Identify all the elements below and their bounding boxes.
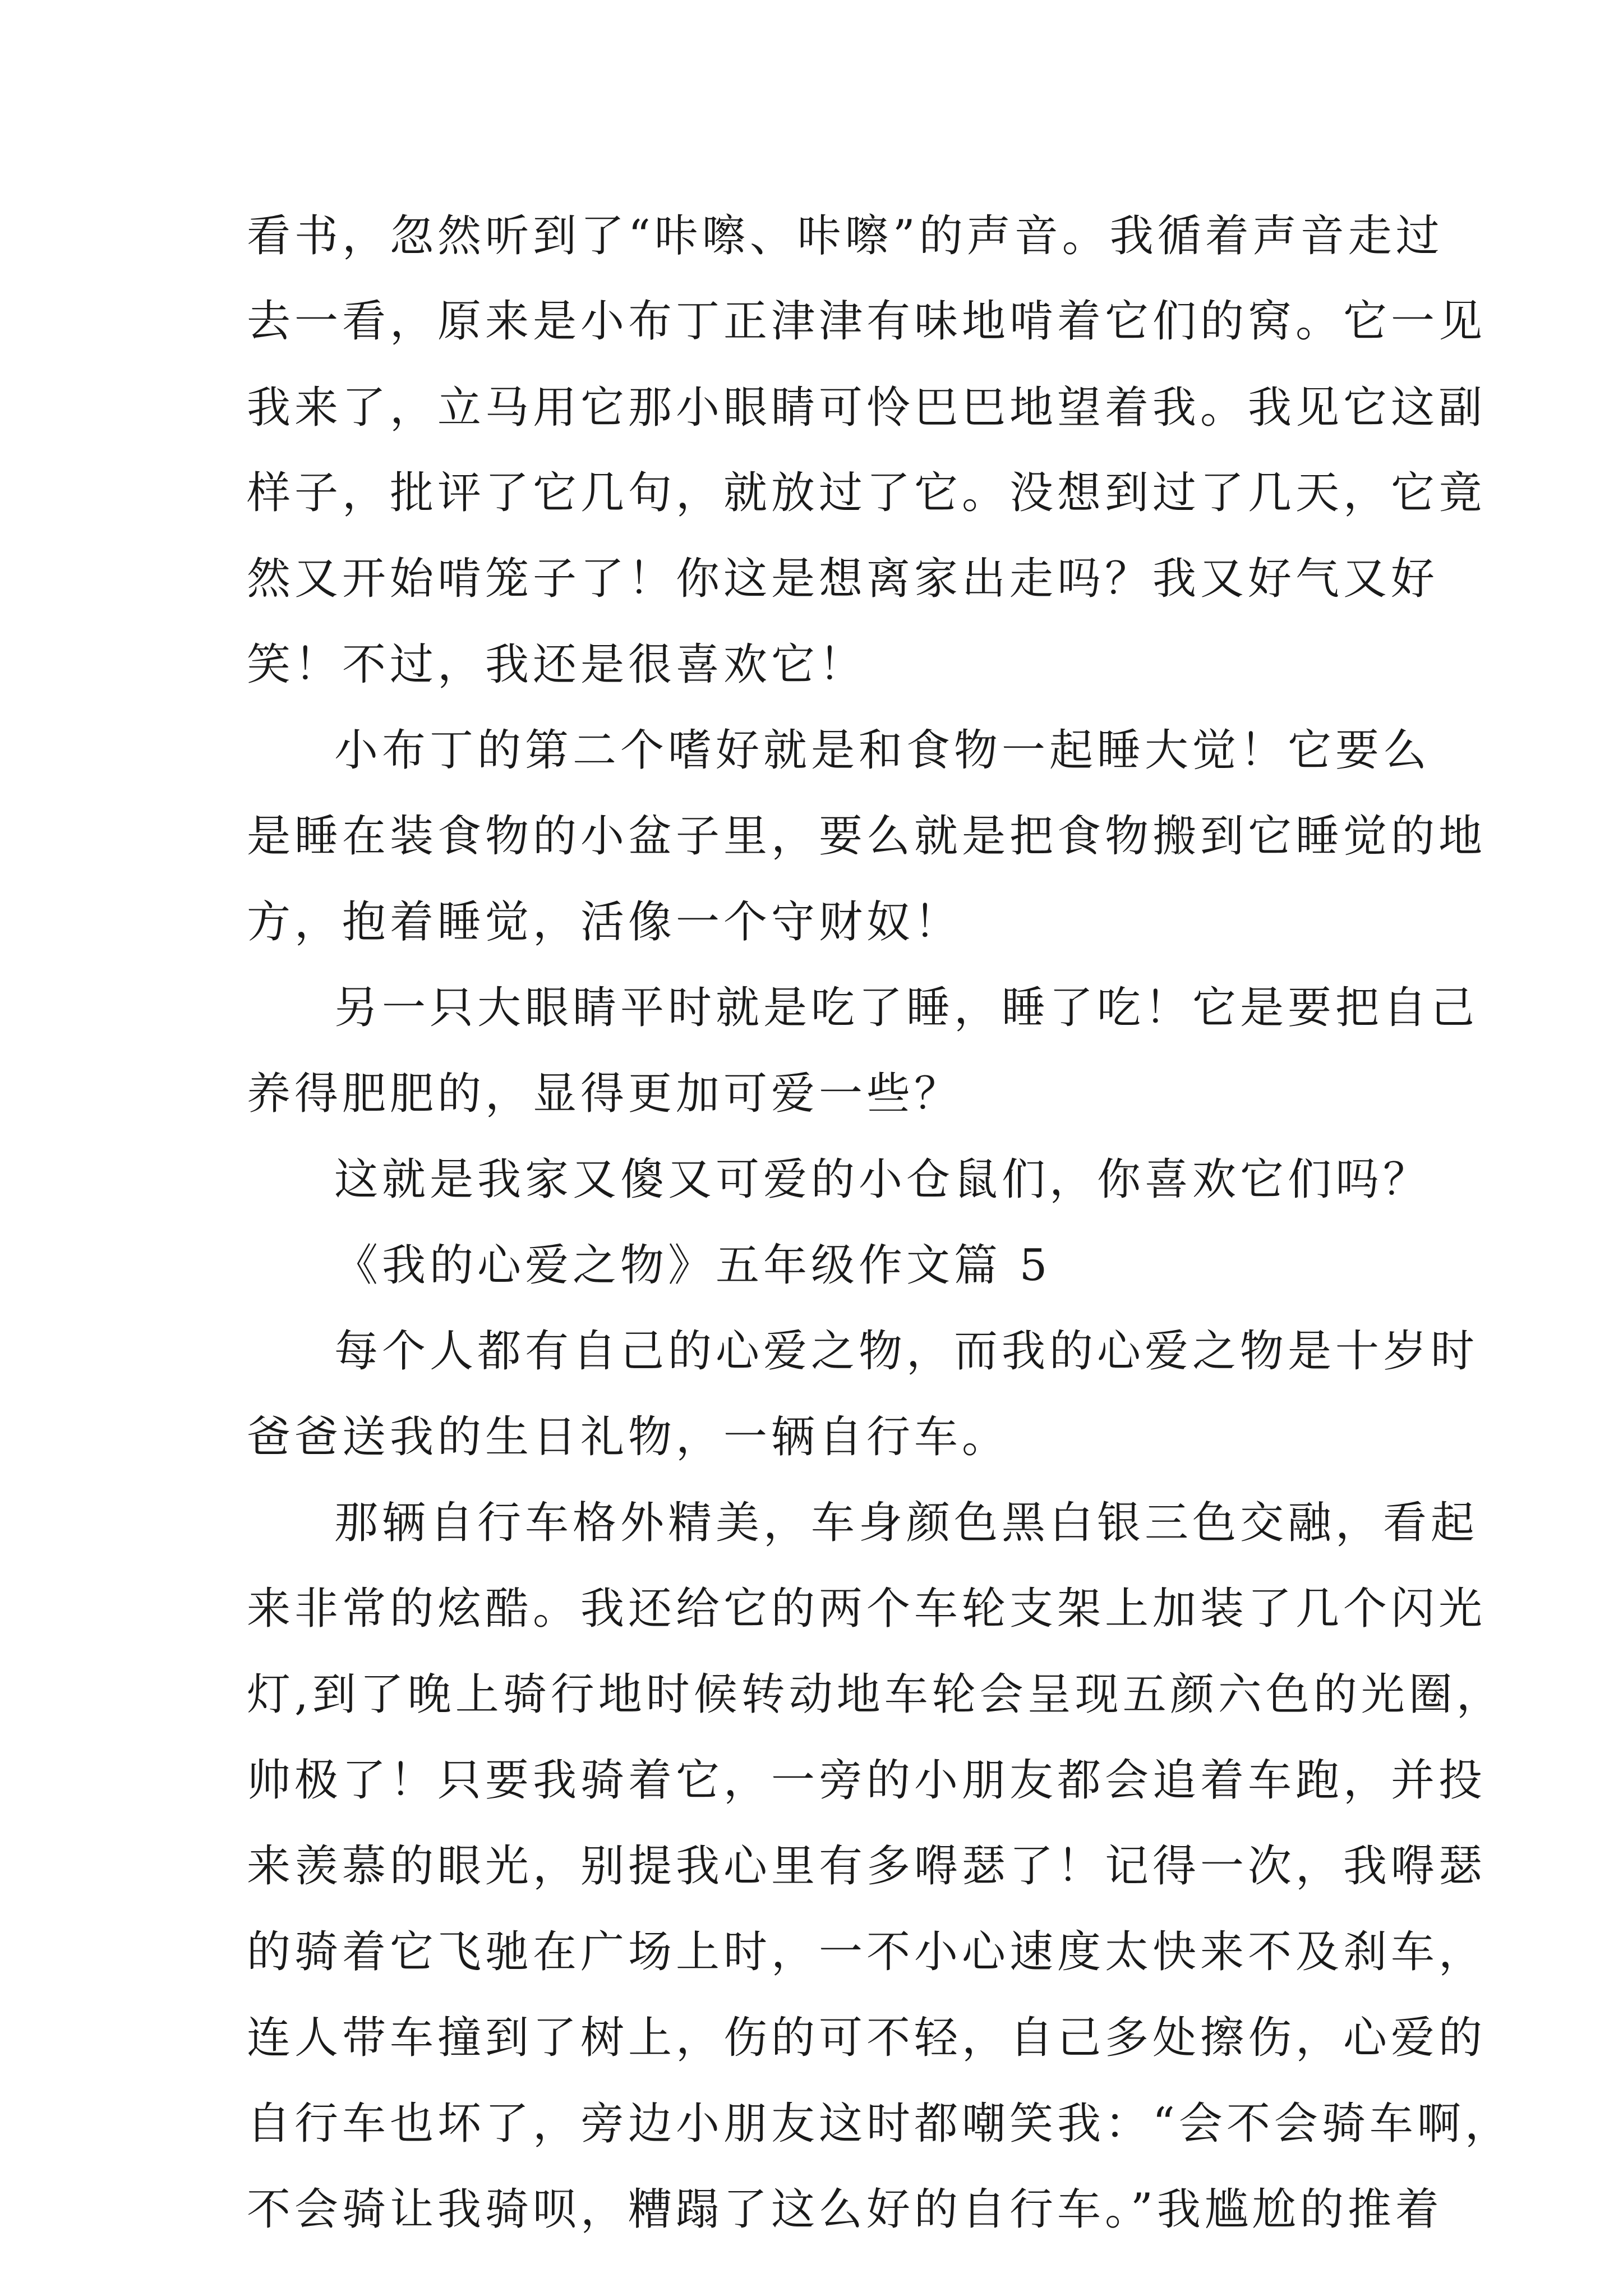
text-line: 养得肥肥的，显得更加可爱一些？ [247, 1069, 962, 1119]
paragraph-start-line: 小布丁的第二个嗜好就是和食物一起睡大觉！它要么 [334, 725, 1431, 776]
text-line: 灯,到了晚上骑行地时候转动地车轮会呈现五颜六色的光圈， [247, 1669, 1504, 1720]
text-line: 来羡慕的眼光，别提我心里有多嘚瑟了！记得一次，我嘚瑟 [247, 1841, 1487, 1892]
paragraph-start-line: 那辆自行车格外精美，车身颜色黑白银三色交融，看起 [334, 1498, 1479, 1548]
text-line: 爸爸送我的生日礼物，一辆自行车。 [247, 1412, 1010, 1462]
text-line: 来非常的炫酷。我还给它的两个车轮支架上加装了几个闪光 [247, 1584, 1487, 1634]
paragraph-start-line: 这就是我家又傻又可爱的小仓鼠们，你喜欢它们吗？ [334, 1154, 1431, 1205]
text-line: 然又开始啃笼子了！你这是想离家出走吗？我又好气又好 [247, 554, 1439, 604]
text-line: 连人带车撞到了树上，伤的可不轻，自己多处擦伤，心爱的 [247, 2013, 1487, 2063]
paragraph-start-line: 每个人都有自己的心爱之物，而我的心爱之物是十岁时 [334, 1326, 1479, 1377]
paragraph-start-line: 另一只大眼睛平时就是吃了睡，睡了吃！它是要把自己 [334, 983, 1479, 1033]
text-line: 的骑着它飞驰在广场上时，一不小心速度太快来不及刹车， [247, 1927, 1487, 1977]
text-line: 是睡在装食物的小盆子里，要么就是把食物搬到它睡觉的地 [247, 811, 1487, 862]
text-line: 笑！不过，我还是很喜欢它！ [247, 639, 867, 690]
text-line: 方，抱着睡觉，活像一个守财奴！ [247, 897, 962, 947]
text-line: 我来了，立马用它那小眼睛可怜巴巴地望着我。我见它这副 [247, 383, 1487, 433]
text-line: 看书，忽然听到了“咔嚓、咔嚓”的声音。我循着声音走过 [247, 211, 1444, 261]
section-heading: 《我的心爱之物》五年级作文篇 5 [334, 1240, 1052, 1291]
text-line: 去一看，原来是小布丁正津津有味地啃着它们的窝。它一见 [247, 296, 1487, 347]
text-line: 自行车也坏了，旁边小朋友这时都嘲笑我：“会不会骑车啊， [247, 2099, 1513, 2149]
text-line: 样子，批评了它几句，就放过了它。没想到过了几天，它竟 [247, 468, 1487, 518]
text-line: 不会骑让我骑呗，糟蹋了这么好的自行车。”我尴尬的推着 [247, 2184, 1443, 2235]
text-line: 帅极了！只要我骑着它，一旁的小朋友都会追着车跑，并投 [247, 1755, 1487, 1806]
